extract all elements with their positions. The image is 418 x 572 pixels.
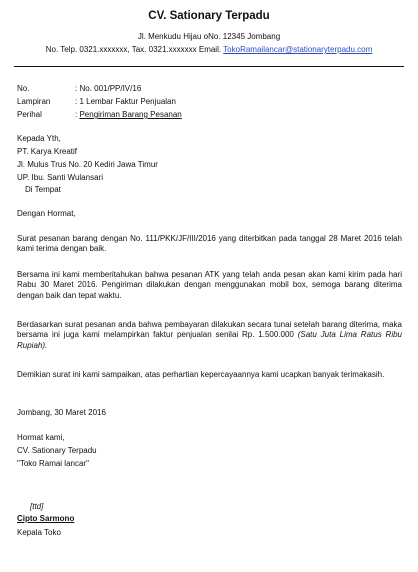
recipient-salutation: Kepada Yth, <box>17 134 61 143</box>
closing-store: "Toko Ramai lancar" <box>17 459 89 468</box>
letterhead-divider <box>14 66 404 67</box>
greeting: Dengan Hormat, <box>17 209 76 218</box>
paragraph-2: Bersama ini kami memberitahukan bahwa pesanan ATK yang telah anda pesan akan kami kirim pada hari Rabu 30 Maret 2016. Pengiriman dilakukan dengan menggunakan mobil box, semoga barang diterima dengan baik dan tepat waktu. <box>17 270 402 300</box>
paragraph-3 <box>17 320 402 351</box>
subject-colon: : <box>75 110 80 119</box>
letter-number-value: : No. 001/PP/IV/16 <box>75 84 142 93</box>
attachment-value: : 1 Lembar Faktur Penjualan <box>75 97 176 106</box>
paragraph-3-amount-words: (Satu Juta Lima Ratus Ribu Rupiah). <box>17 330 402 350</box>
attachment-row <box>17 97 176 107</box>
signer-name: Cipto Sarmono <box>17 514 75 523</box>
paragraph-3-text: Berdasarkan surat pesanan anda bahwa pembayaran dilakukan secara tunai setelah barang diterima, maka bersama ini juga kami melampirkan faktur penjualan senilai Rp. 1.500.000 <box>17 320 402 340</box>
signer-title: Kepala Toko <box>17 528 61 537</box>
closing-regards: Hormat kami, <box>17 433 65 442</box>
paragraph-1: Surat pesanan barang dengan No. 111/PKK/JF/III/2016 yang diterbitkan pada tanggal 28 Maret 2016 telah kami terima dengan baik. <box>17 234 402 254</box>
signature-placeholder: [ttd] <box>30 502 44 511</box>
company-title: CV. Sationary Terpadu <box>148 10 270 22</box>
subject-label: Perihal <box>17 110 42 119</box>
closing-company: CV. Sationary Terpadu <box>17 446 97 455</box>
place-date: Jombang, 30 Maret 2016 <box>17 408 106 417</box>
subject-value: Pengiriman Barang Pesanan <box>79 110 182 119</box>
recipient-address: Jl. Mulus Trus No. 20 Kediri Jawa Timur <box>17 160 158 169</box>
subject-row <box>17 110 182 120</box>
company-address: Jl. Menkudu Hijau oNo. 12345 Jombang <box>137 32 281 41</box>
contact-text: No. Telp. 0321.xxxxxxx, Tax. 0321.xxxxxxx Email. <box>45 45 222 54</box>
recipient-company: PT. Karya Kreatif <box>17 147 78 156</box>
letter-number-row <box>17 84 141 94</box>
attachment-label: Lampiran <box>17 97 51 106</box>
company-contact <box>0 45 418 55</box>
recipient-attention: UP. Ibu. Santi Wulansari <box>17 173 103 182</box>
paragraph-4: Demikian surat ini kami sampaikan, atas perhartian kepercayaannya kami ucapkan banyak terimakasih. <box>17 370 385 379</box>
email-link[interactable]: TokoRamailancar@stationaryterpadu.com <box>223 45 373 54</box>
recipient-location: Di Tempat <box>25 185 61 194</box>
letter-number-label: No. <box>17 84 30 93</box>
